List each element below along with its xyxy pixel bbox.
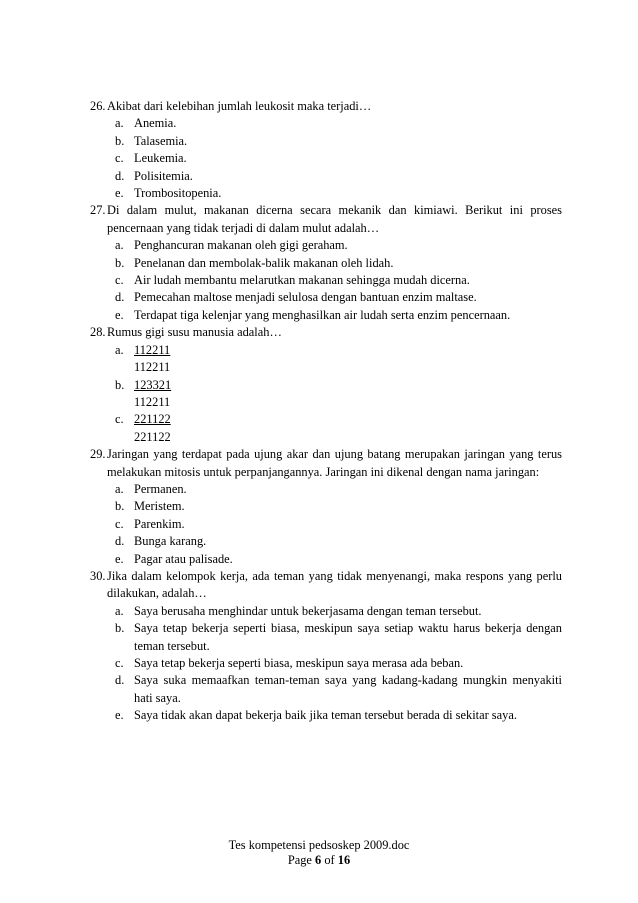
question-28 [92, 324, 562, 446]
question-text: Di dalam mulut, makanan dicerna secara mekanik dan kimiawi. Berikut ini proses pencernaan yang tidak terjadi di dalam mulut adalah… [107, 203, 562, 235]
option-b [107, 377, 562, 412]
question-text: Jaringan yang terdapat pada ujung akar dan ujung batang merupakan jaringan yang terus melakukan mitosis untuk perpanjangannya. Jaringan ini dikenal dengan nama jaringan: [107, 447, 562, 479]
option-letter: a. [115, 481, 124, 496]
option-letter: c. [115, 273, 124, 288]
option-letter: b. [115, 133, 125, 148]
option-text: Saya tidak akan dapat bekerja baik jika teman tersebut berada di sekitar saya. [134, 708, 517, 723]
page-footer [0, 838, 638, 868]
page-label: Page [287, 853, 312, 867]
option-text: Saya berusaha menghindar untuk bekerjasama dengan teman tersebut. [134, 603, 482, 618]
page-total: 16 [337, 853, 351, 867]
option-text: Bunga karang. [134, 534, 207, 549]
option-letter: b. [115, 377, 125, 392]
option-a [107, 342, 562, 377]
footer-filename: Tes kompetensi pedsoskep 2009.doc [228, 838, 410, 852]
option-text: Trombositopenia. [134, 186, 222, 201]
option-c [107, 411, 562, 446]
option-text: Pemecahan maltose menjadi selulosa dengan bantuan enzim maltase. [134, 290, 477, 305]
option-d [107, 533, 562, 550]
option-c [107, 150, 562, 167]
question-number: 26. [90, 99, 106, 113]
option-letter: c. [115, 151, 124, 166]
option-letter: a. [115, 238, 124, 253]
option-text: Penelanan dan membolak-balik makanan oleh lidah. [134, 255, 394, 270]
option-text: Meristem. [134, 499, 185, 514]
option-letter: e. [115, 307, 124, 322]
option-list [107, 481, 562, 568]
option-text: Penghancuran makanan oleh gigi geraham. [134, 238, 348, 253]
lower-dental-formula: 221122 [134, 429, 171, 444]
option-letter: c. [115, 656, 124, 670]
page-of-label: of [324, 853, 335, 867]
lower-dental-formula: 112211 [134, 360, 171, 375]
question-30 [92, 568, 562, 725]
option-a [107, 603, 562, 620]
option-letter: d. [115, 673, 125, 688]
question-number: 27. [90, 203, 106, 218]
option-text: Terdapat tiga kelenjar yang menghasilkan air ludah serta enzim pencernaan. [134, 307, 511, 322]
option-a [107, 237, 562, 254]
option-letter: c. [115, 516, 124, 531]
option-b [107, 133, 562, 150]
option-letter: d. [115, 534, 125, 549]
lower-dental-formula: 112211 [134, 394, 171, 409]
option-text: Leukemia. [134, 151, 187, 166]
option-c [107, 272, 562, 289]
option-list [107, 342, 562, 446]
option-list [107, 603, 562, 725]
option-c [107, 516, 562, 533]
question-text: Jika dalam kelompok kerja, ada teman yang tidak menyenangi, maka respons yang perlu dilakukan, adalah… [107, 568, 562, 601]
option-list [107, 115, 562, 202]
option-c [107, 655, 562, 672]
option-e [107, 185, 562, 202]
option-text: Polisitemia. [134, 168, 193, 183]
option-e [107, 707, 562, 724]
option-text: Air ludah membantu melarutkan makanan sehingga mudah dicerna. [134, 273, 470, 288]
question-text: Rumus gigi susu manusia adalah… [107, 325, 282, 340]
option-text: Anemia. [134, 116, 177, 131]
question-27 [92, 202, 562, 324]
option-letter: d. [115, 290, 125, 305]
upper-dental-formula: 123321 [134, 377, 172, 392]
option-text: Parenkim. [134, 516, 185, 531]
option-b [107, 620, 562, 655]
question-list [92, 98, 562, 725]
option-text: Saya tetap bekerja seperti biasa, meskipun saya merasa ada beban. [134, 656, 464, 670]
option-text: Talasemia. [134, 133, 188, 148]
option-letter: a. [115, 603, 124, 618]
option-d [107, 672, 562, 707]
option-text: Saya tetap bekerja seperti biasa, meskipun saya setiap waktu harus bekerja dengan teman tersebut. [134, 621, 562, 653]
upper-dental-formula: 112211 [134, 342, 171, 357]
question-number: 28. [90, 325, 106, 340]
option-letter: e. [115, 186, 124, 201]
question-29 [92, 446, 562, 568]
footer-page-number [0, 853, 638, 868]
option-letter: c. [115, 412, 124, 427]
option-letter: b. [115, 621, 125, 636]
option-list [107, 237, 562, 324]
question-26 [92, 98, 562, 202]
option-letter: b. [115, 499, 125, 514]
question-number: 29. [90, 447, 106, 462]
option-letter: d. [115, 168, 125, 183]
option-e [107, 307, 562, 324]
option-e [107, 551, 562, 568]
option-letter: a. [115, 116, 124, 131]
option-letter: a. [115, 342, 124, 357]
option-a [107, 115, 562, 132]
option-letter: e. [115, 551, 124, 566]
option-b [107, 255, 562, 272]
option-text: Pagar atau palisade. [134, 551, 233, 566]
page-current: 6 [315, 853, 322, 867]
upper-dental-formula: 221122 [134, 412, 171, 427]
option-text: Saya suka memaafkan teman-teman saya yang kadang-kadang mungkin menyakiti hati saya. [134, 673, 562, 705]
option-letter: e. [115, 708, 124, 723]
option-b [107, 498, 562, 515]
option-d [107, 168, 562, 185]
question-text: Akibat dari kelebihan jumlah leukosit maka terjadi… [107, 99, 372, 113]
option-a [107, 481, 562, 498]
option-d [107, 289, 562, 306]
question-number: 30. [90, 568, 106, 583]
option-letter: b. [115, 255, 125, 270]
option-text: Permanen. [134, 481, 187, 496]
